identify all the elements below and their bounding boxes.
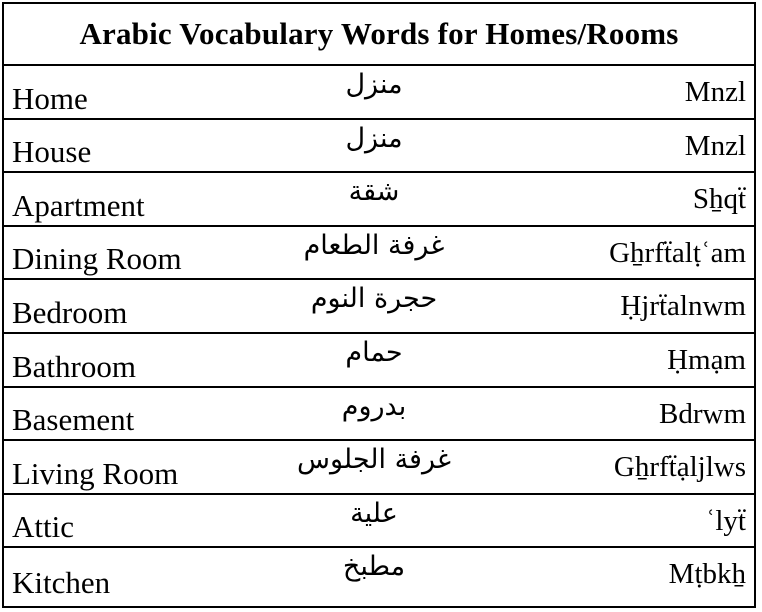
- table-row: [4, 548, 754, 602]
- arabic-word: علية: [350, 497, 398, 529]
- arabic-word: منزل: [345, 122, 403, 154]
- table-row: [4, 120, 754, 174]
- transliteration: Sẖqẗ: [692, 183, 746, 216]
- english-word: Apartment: [12, 187, 145, 223]
- arabic-word: شقة: [348, 176, 400, 208]
- arabic-word: منزل: [345, 69, 403, 100]
- table-row: [4, 441, 754, 495]
- table-row: [4, 66, 754, 120]
- arabic-word: بدروم: [341, 390, 407, 422]
- table-row: [4, 495, 754, 549]
- transliteration: Ḥmạm: [667, 343, 746, 376]
- transliteration: Bdrwm: [659, 397, 746, 430]
- english-word: Basement: [12, 402, 135, 438]
- table-row: [4, 280, 754, 334]
- arabic-word: مطبخ: [342, 551, 406, 583]
- english-word: Dining Room: [12, 241, 182, 277]
- english-word: Home: [12, 80, 88, 116]
- english-word: Bedroom: [12, 294, 128, 330]
- transliteration: Mnzl: [684, 129, 746, 162]
- table-row: [4, 173, 754, 227]
- english-word: Bathroom: [12, 348, 136, 384]
- table-row: [4, 388, 754, 442]
- table-title: Arabic Vocabulary Words for Homes/Rooms: [4, 4, 754, 66]
- transliteration: Mṭbkẖ: [668, 558, 746, 591]
- transliteration: ʿlyẗ: [705, 504, 746, 537]
- english-word: Attic: [12, 509, 74, 545]
- vocabulary-table: [2, 2, 756, 608]
- arabic-word: غرفة الطعام: [303, 229, 445, 261]
- english-word: Living Room: [12, 455, 179, 491]
- table-row: [4, 334, 754, 388]
- english-word: Kitchen: [12, 564, 111, 600]
- transliteration: Gẖrfẗalṭʿam: [609, 236, 746, 269]
- english-word: House: [12, 134, 92, 170]
- table-body: [4, 66, 754, 602]
- arabic-word: حجرة النوم: [310, 283, 438, 315]
- table-row: [4, 227, 754, 281]
- transliteration: Gẖrfẗạljlws: [613, 451, 746, 484]
- transliteration: Mnzl: [684, 76, 746, 108]
- transliteration: Ḥjrẗalnwm: [620, 290, 746, 323]
- arabic-word: حمام: [345, 336, 403, 368]
- arabic-word: غرفة الجلوس: [297, 444, 451, 476]
